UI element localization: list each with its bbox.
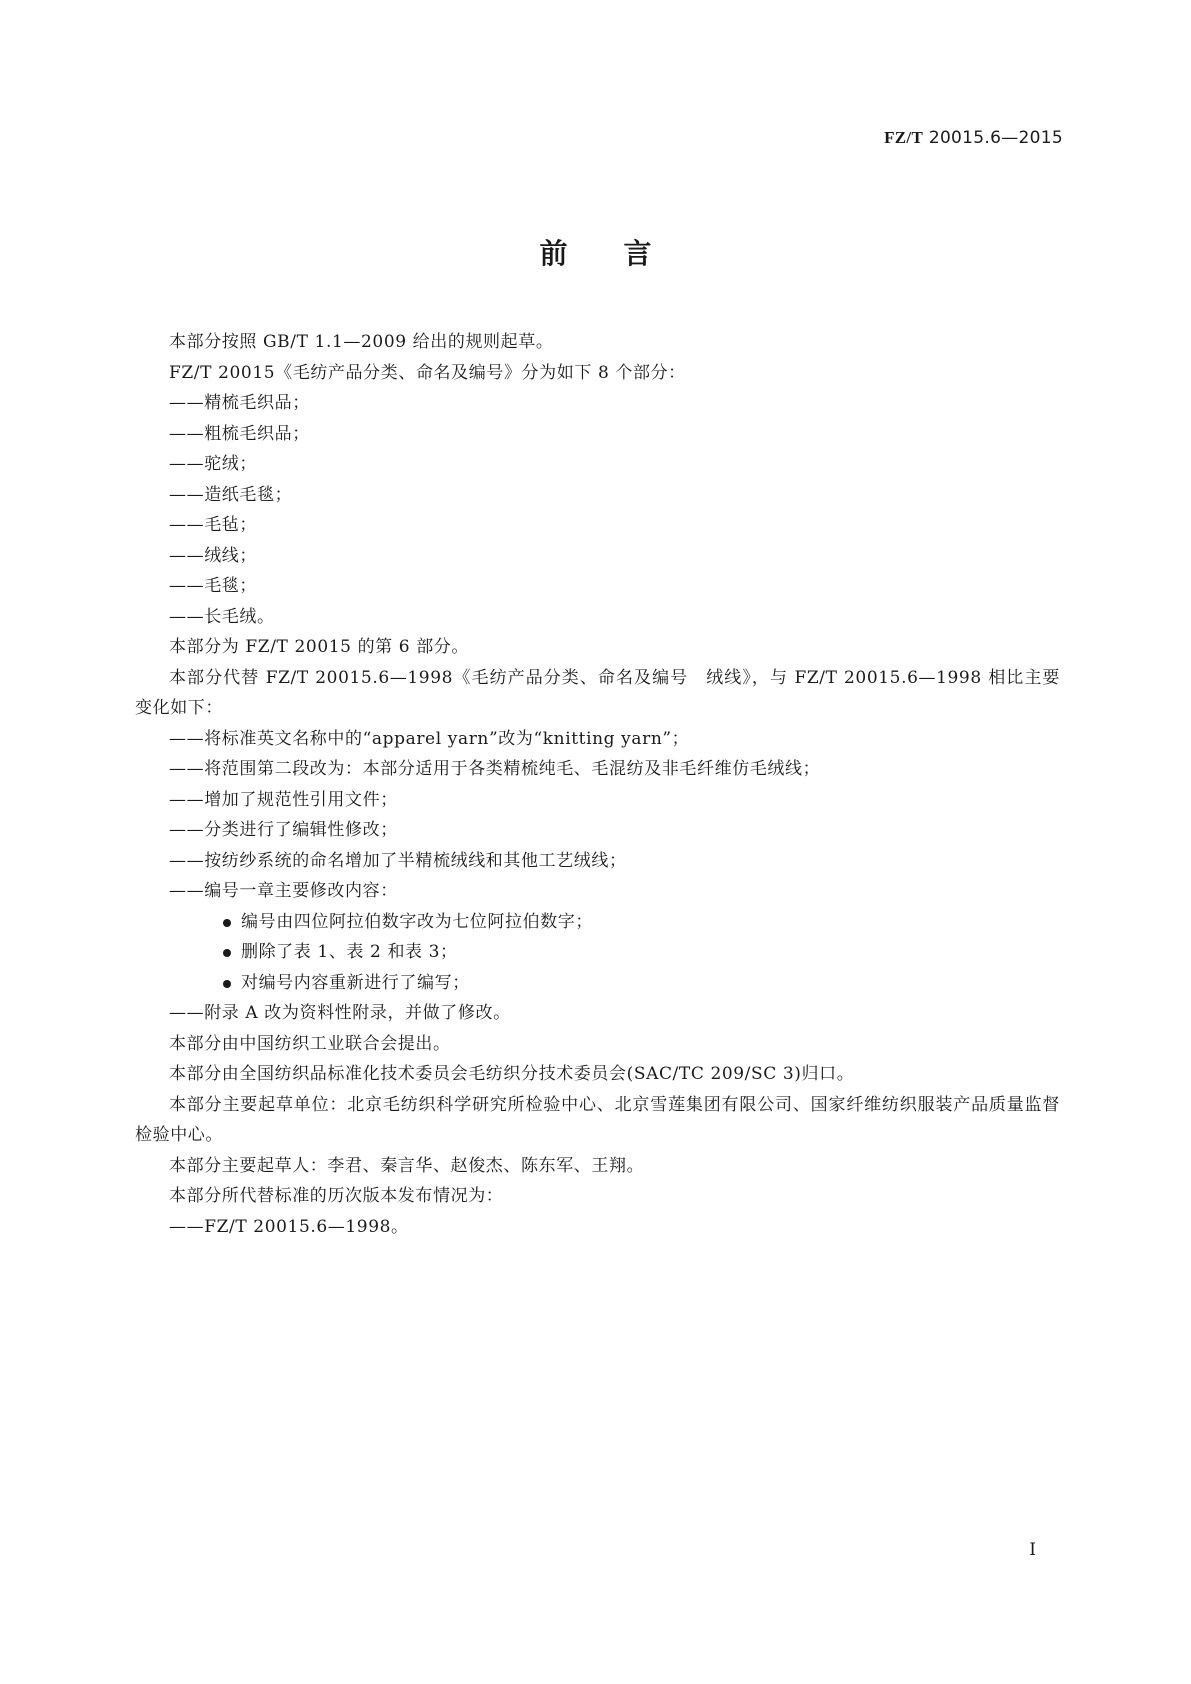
bullet-text: 删除了表 1、表 2 和表 3； <box>241 942 458 962</box>
list-item: ——将标准英文名称中的“apparel yarn”改为“knitting yarn”； <box>169 728 690 749</box>
foreword-body <box>135 327 1060 1242</box>
list-item: ——分类进行了编辑性修改； <box>169 820 398 840</box>
page-number: I <box>1029 1540 1036 1560</box>
bullet-icon <box>223 980 231 988</box>
list-item: ——将范围第二段改为：本部分适用于各类精梳纯毛、毛混纺及非毛纤维仿毛绒线； <box>169 759 821 779</box>
paragraph: 本部分为 FZ/T 20015 的第 6 部分。 <box>169 637 469 657</box>
list-item: ——绒线； <box>169 545 257 566</box>
paragraph: 本部分代替 FZ/T 20015.6—1998《毛纺产品分类、命名及编号 绒线》，与 FZ/T 20015.6—1998 相比主要变化如下： <box>135 667 1060 718</box>
paragraph: 本部分由全国纺织品标准化技术委员会毛纺织分技术委员会(SAC/TC 209/SC 3)归口。 <box>169 1064 855 1084</box>
paragraph: FZ/T 20015《毛纺产品分类、命名及编号》分为如下 8 个部分： <box>169 362 686 383</box>
bullet-text: 编号由四位阿拉伯数字改为七位阿拉伯数字； <box>241 911 593 932</box>
bullet-icon <box>223 919 231 927</box>
list-item: ——毛毡； <box>169 515 257 535</box>
bullet-item <box>135 968 1060 999</box>
paragraph: 本部分由中国纺织工业联合会提出。 <box>169 1033 451 1054</box>
list-item: ——毛毯； <box>169 576 257 596</box>
list-item: ——附录 A 改为资料性附录，并做了修改。 <box>169 1003 511 1023</box>
list-item: ——精梳毛织品； <box>169 393 310 413</box>
list-item: ——造纸毛毯； <box>169 484 293 505</box>
list-item: ——编号一章主要修改内容： <box>169 881 398 901</box>
bullet-item <box>135 937 1060 968</box>
paragraph: 本部分按照 GB/T 1.1—2009 给出的规则起草。 <box>169 332 554 352</box>
document-code <box>884 128 1063 148</box>
list-item: ——驼绒； <box>169 454 257 474</box>
page-title: 前言 <box>539 237 708 270</box>
list-item: ——增加了规范性引用文件； <box>169 789 398 810</box>
paragraph: 本部分主要起草单位：北京毛纺织科学研究所检验中心、北京雪莲集团有限公司、国家纤维纺织服装产品质量监督检验中心。 <box>135 1094 1060 1145</box>
list-item: ——FZ/T 20015.6—1998。 <box>169 1216 409 1237</box>
bullet-item <box>135 907 1060 938</box>
list-item: ——长毛绒。 <box>169 606 275 627</box>
standard-number: 20015.6—2015 <box>928 128 1063 148</box>
paragraph: 本部分所代替标准的历次版本发布情况为： <box>169 1186 504 1206</box>
bullet-text: 对编号内容重新进行了编写； <box>241 972 470 993</box>
standard-prefix: FZ/T <box>884 128 924 147</box>
paragraph: 本部分主要起草人：李君、秦言华、赵俊杰、陈东军、王翔。 <box>169 1155 645 1176</box>
list-item: ——按纺纱系统的命名增加了半精梳绒线和其他工艺绒线； <box>169 850 627 871</box>
list-item: ——粗梳毛织品； <box>169 423 310 444</box>
bullet-icon <box>223 949 231 957</box>
